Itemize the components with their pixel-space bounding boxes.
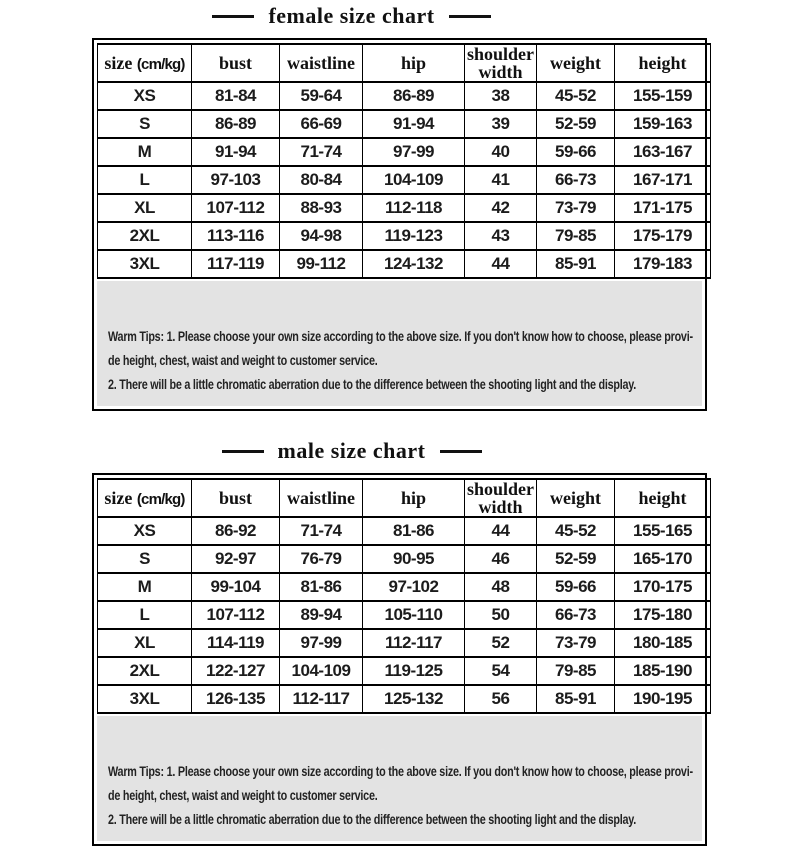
value-cell: 155-165 [615, 517, 711, 545]
value-cell: 54 [465, 657, 537, 685]
value-cell: 97-102 [363, 573, 465, 601]
value-cell: 59-66 [537, 573, 615, 601]
size-cell: S [98, 110, 192, 138]
size-units-label: (cm/kg) [136, 56, 185, 73]
value-cell: 94-98 [280, 222, 363, 250]
value-cell: 185-190 [615, 657, 711, 685]
column-header-shoulder-width: shoulder width [465, 479, 537, 517]
table-row [98, 573, 711, 601]
value-cell: 46 [465, 545, 537, 573]
value-cell: 107-112 [192, 194, 280, 222]
column-header-hip: hip [363, 479, 465, 517]
table-row [98, 110, 711, 138]
value-cell: 44 [465, 517, 537, 545]
table-row [98, 629, 711, 657]
value-cell: 180-185 [615, 629, 711, 657]
value-cell: 81-84 [192, 82, 280, 110]
value-cell: 107-112 [192, 601, 280, 629]
title-right-dash [449, 15, 491, 18]
value-cell: 91-94 [363, 110, 465, 138]
male-warm-tips [97, 716, 702, 841]
female-chart-box [92, 38, 707, 411]
value-cell: 112-118 [363, 194, 465, 222]
value-cell: 86-89 [363, 82, 465, 110]
female-warm-tips [97, 281, 702, 406]
size-cell: 2XL [98, 657, 192, 685]
warm-tips-line-1 [108, 325, 693, 349]
value-cell: 122-127 [192, 657, 280, 685]
value-cell: 39 [465, 110, 537, 138]
size-cell: L [98, 166, 192, 194]
size-cell: L [98, 601, 192, 629]
value-cell: 125-132 [363, 685, 465, 713]
value-cell: 104-109 [363, 166, 465, 194]
value-cell: 71-74 [280, 517, 363, 545]
column-header-bust: bust [192, 479, 280, 517]
warm-tips-line-1 [108, 760, 693, 784]
size-cell: XS [98, 82, 192, 110]
warm-tips-line-2: de height, chest, waist and weight to customer service. [108, 353, 378, 368]
size-cell: 2XL [98, 222, 192, 250]
title-left-dash [212, 15, 254, 18]
value-cell: 124-132 [363, 250, 465, 278]
warm-tips-prefix: Warm Tips: [108, 764, 164, 779]
size-cell: 3XL [98, 250, 192, 278]
value-cell: 97-99 [363, 138, 465, 166]
column-header-height: height [615, 479, 711, 517]
value-cell: 66-69 [280, 110, 363, 138]
value-cell: 90-95 [363, 545, 465, 573]
warm-tips-line-3: 2. There will be a little chromatic aberration due to the difference between the shooting light and the display. [108, 812, 637, 827]
table-row [98, 138, 711, 166]
female-table-body [98, 82, 711, 278]
value-cell: 97-99 [280, 629, 363, 657]
size-units-label: (cm/kg) [136, 491, 185, 508]
male-table-body [98, 517, 711, 713]
value-cell: 155-159 [615, 82, 711, 110]
warm-tips-line-2: de height, chest, waist and weight to customer service. [108, 788, 378, 803]
value-cell: 80-84 [280, 166, 363, 194]
value-cell: 59-66 [537, 138, 615, 166]
value-cell: 179-183 [615, 250, 711, 278]
table-row [98, 166, 711, 194]
value-cell: 73-79 [537, 629, 615, 657]
value-cell: 88-93 [280, 194, 363, 222]
value-cell: 43 [465, 222, 537, 250]
value-cell: 175-180 [615, 601, 711, 629]
value-cell: 41 [465, 166, 537, 194]
value-cell: 85-91 [537, 250, 615, 278]
table-row [98, 194, 711, 222]
size-cell: XL [98, 629, 192, 657]
value-cell: 79-85 [537, 657, 615, 685]
female-header-row [98, 44, 711, 82]
value-cell: 105-110 [363, 601, 465, 629]
value-cell: 45-52 [537, 517, 615, 545]
column-header-waistline: waistline [280, 479, 363, 517]
value-cell: 119-123 [363, 222, 465, 250]
value-cell: 167-171 [615, 166, 711, 194]
value-cell: 86-89 [192, 110, 280, 138]
column-header-weight: weight [537, 479, 615, 517]
value-cell: 48 [465, 573, 537, 601]
value-cell: 97-103 [192, 166, 280, 194]
value-cell: 73-79 [537, 194, 615, 222]
value-cell: 56 [465, 685, 537, 713]
value-cell: 44 [465, 250, 537, 278]
male-chart-box [92, 473, 707, 846]
value-cell: 85-91 [537, 685, 615, 713]
table-row [98, 82, 711, 110]
value-cell: 112-117 [363, 629, 465, 657]
value-cell: 52-59 [537, 545, 615, 573]
value-cell: 76-79 [280, 545, 363, 573]
value-cell: 45-52 [537, 82, 615, 110]
warm-tips-text: 1. Please choose your own size according to the above size. If you don't know how to choose, please provi- [163, 329, 693, 344]
table-row [98, 517, 711, 545]
value-cell: 86-92 [192, 517, 280, 545]
value-cell: 66-73 [537, 601, 615, 629]
male-size-table [97, 478, 711, 714]
female-size-chart-section [92, 3, 707, 411]
column-header-weight: weight [537, 44, 615, 82]
value-cell: 113-116 [192, 222, 280, 250]
value-cell: 71-74 [280, 138, 363, 166]
female-size-table [97, 43, 711, 279]
column-header-bust: bust [192, 44, 280, 82]
value-cell: 117-119 [192, 250, 280, 278]
title-left-dash [222, 450, 264, 453]
value-cell: 81-86 [280, 573, 363, 601]
value-cell: 38 [465, 82, 537, 110]
table-row [98, 545, 711, 573]
value-cell: 126-135 [192, 685, 280, 713]
value-cell: 42 [465, 194, 537, 222]
female-chart-title [44, 3, 659, 29]
size-chart-content [92, 3, 707, 846]
title-right-dash [440, 450, 482, 453]
column-header-waistline: waistline [280, 44, 363, 82]
value-cell: 175-179 [615, 222, 711, 250]
table-row [98, 685, 711, 713]
value-cell: 99-104 [192, 573, 280, 601]
warm-tips-line-3: 2. There will be a little chromatic aberration due to the difference between the shooting light and the display. [108, 377, 637, 392]
value-cell: 99-112 [280, 250, 363, 278]
value-cell: 92-97 [192, 545, 280, 573]
table-row [98, 601, 711, 629]
value-cell: 89-94 [280, 601, 363, 629]
value-cell: 59-64 [280, 82, 363, 110]
female-chart-title-text: female size chart [268, 3, 435, 28]
value-cell: 190-195 [615, 685, 711, 713]
value-cell: 81-86 [363, 517, 465, 545]
value-cell: 52-59 [537, 110, 615, 138]
male-chart-title-text: male size chart [277, 438, 426, 463]
value-cell: 104-109 [280, 657, 363, 685]
male-header-row [98, 479, 711, 517]
column-header-size [98, 44, 192, 82]
value-cell: 50 [465, 601, 537, 629]
size-cell: M [98, 573, 192, 601]
male-size-chart-section [92, 438, 707, 846]
value-cell: 171-175 [615, 194, 711, 222]
value-cell: 79-85 [537, 222, 615, 250]
size-label: size [104, 488, 133, 508]
value-cell: 165-170 [615, 545, 711, 573]
value-cell: 52 [465, 629, 537, 657]
value-cell: 112-117 [280, 685, 363, 713]
size-cell: XL [98, 194, 192, 222]
value-cell: 114-119 [192, 629, 280, 657]
table-row [98, 250, 711, 278]
value-cell: 40 [465, 138, 537, 166]
column-header-shoulder-width: shoulder width [465, 44, 537, 82]
warm-tips-prefix: Warm Tips: [108, 329, 164, 344]
value-cell: 91-94 [192, 138, 280, 166]
size-cell: 3XL [98, 685, 192, 713]
male-chart-title [44, 438, 659, 464]
warm-tips-text: 1. Please choose your own size according to the above size. If you don't know how to choose, please provi- [163, 764, 693, 779]
value-cell: 163-167 [615, 138, 711, 166]
table-row [98, 657, 711, 685]
size-cell: S [98, 545, 192, 573]
column-header-size [98, 479, 192, 517]
size-cell: XS [98, 517, 192, 545]
table-row [98, 222, 711, 250]
value-cell: 159-163 [615, 110, 711, 138]
value-cell: 66-73 [537, 166, 615, 194]
value-cell: 170-175 [615, 573, 711, 601]
size-cell: M [98, 138, 192, 166]
column-header-height: height [615, 44, 711, 82]
size-label: size [104, 53, 133, 73]
column-header-hip: hip [363, 44, 465, 82]
value-cell: 119-125 [363, 657, 465, 685]
